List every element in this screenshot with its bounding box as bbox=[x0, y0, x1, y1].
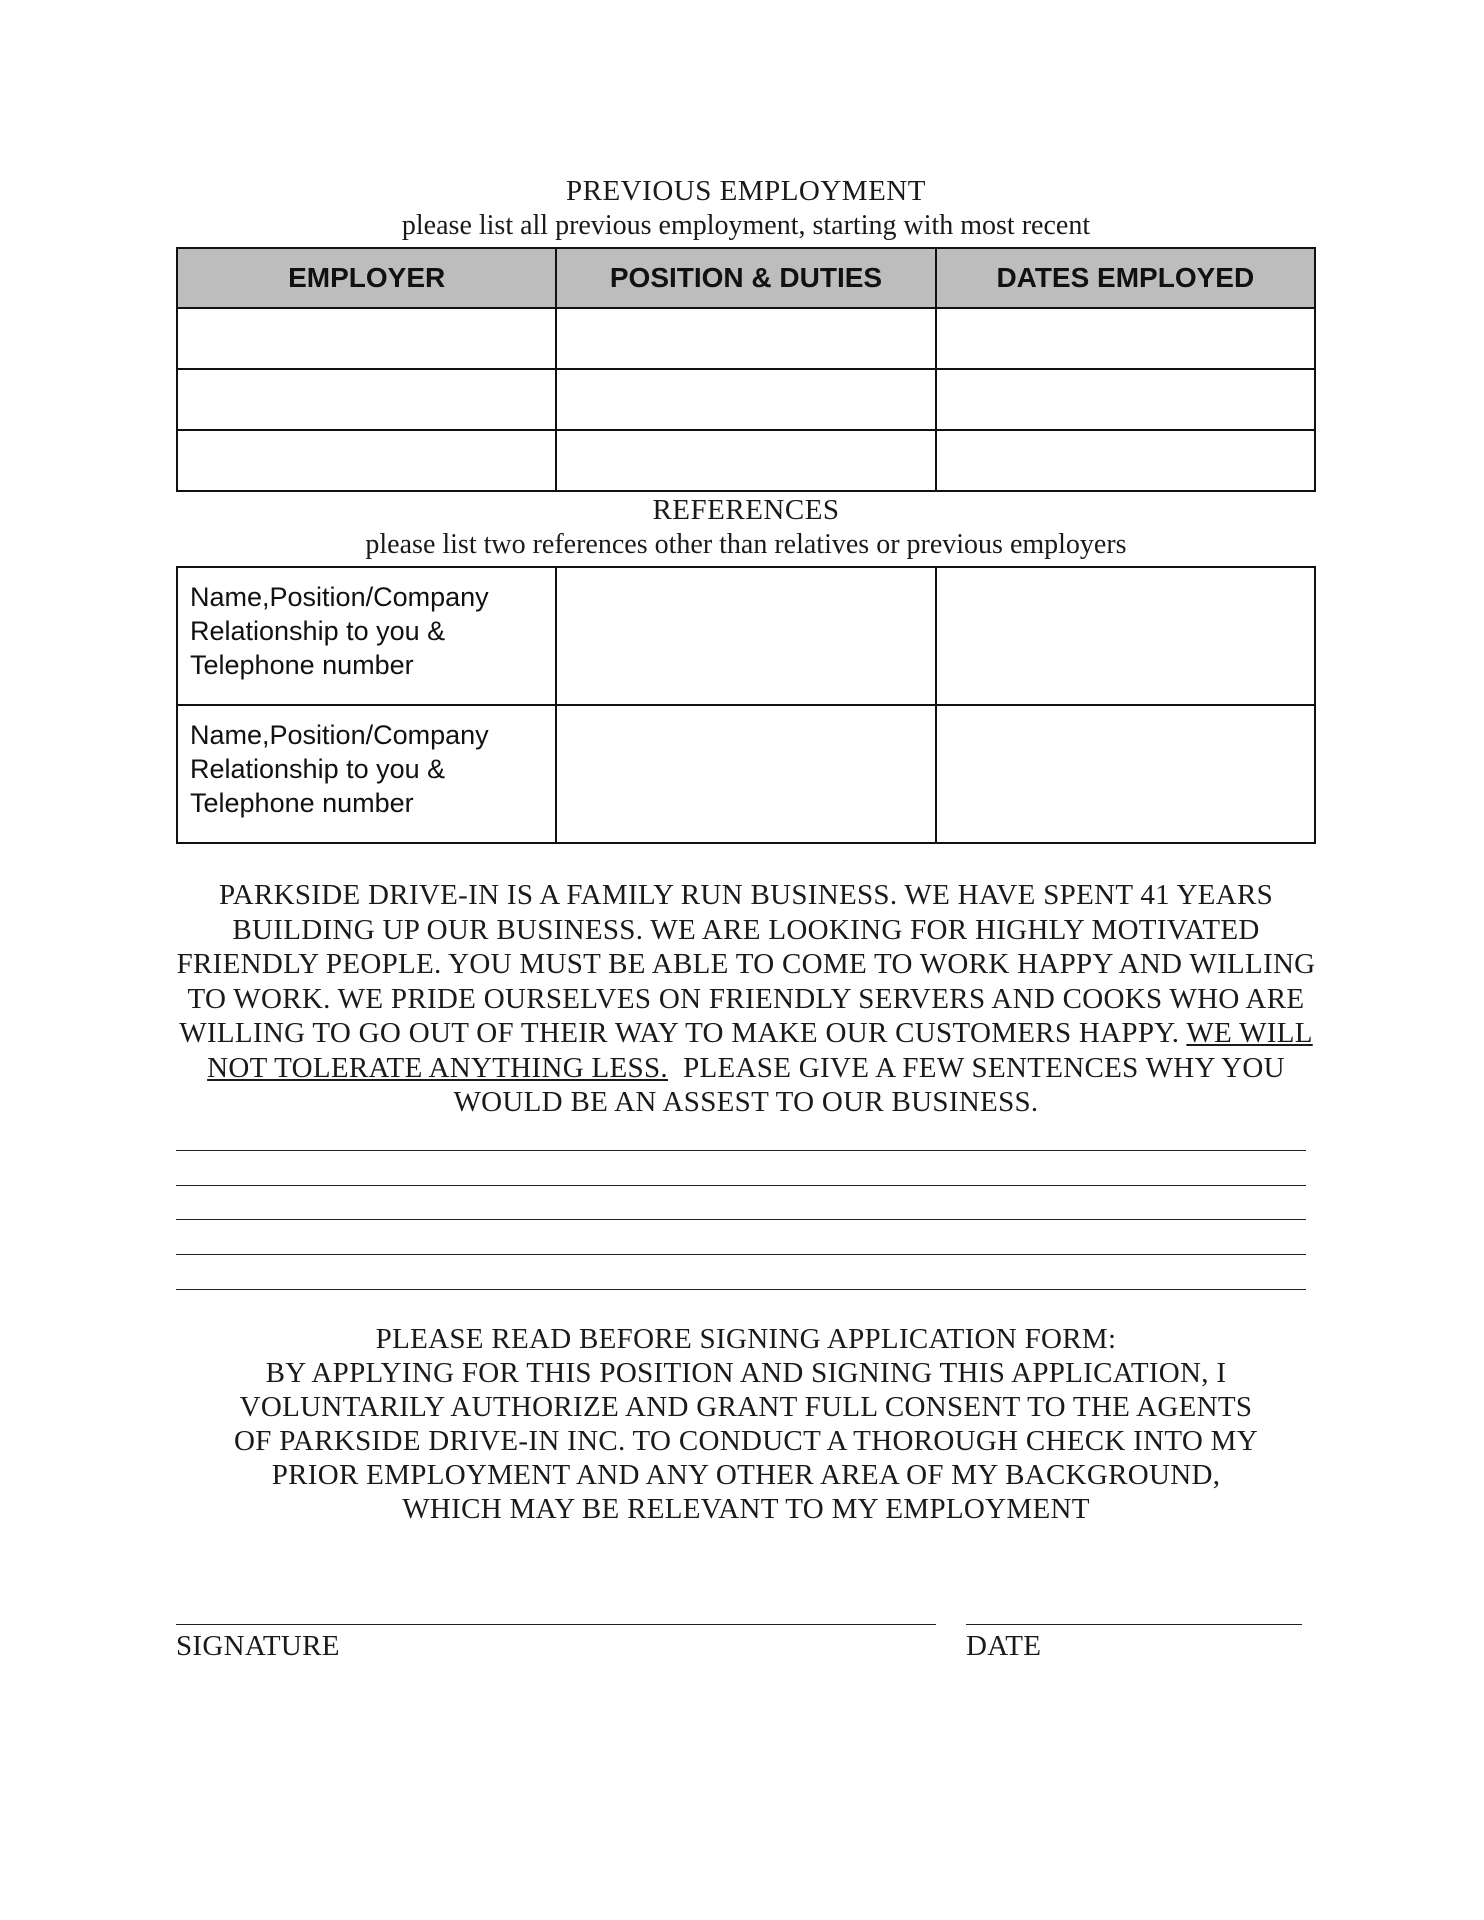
references-instruction: please list two references other than relatives or previous employers bbox=[365, 529, 1127, 560]
reference-label: Name,Position/Company Relationship to you & Telephone number bbox=[190, 720, 489, 818]
statement-request-text: PLEASE GIVE A FEW SENTENCES WHY YOU WOULD BE AN ASSEST TO OUR BUSINESS. bbox=[453, 1051, 1285, 1118]
employer-cell[interactable] bbox=[177, 369, 556, 430]
date-line[interactable] bbox=[966, 1624, 1302, 1625]
answer-line[interactable] bbox=[176, 1219, 1306, 1220]
dates-employed-cell[interactable] bbox=[936, 308, 1315, 369]
disclaimer-line: WHICH MAY BE RELEVANT TO MY EMPLOYMENT bbox=[402, 1493, 1090, 1525]
table-row bbox=[177, 308, 1315, 369]
answer-line[interactable] bbox=[176, 1150, 1306, 1151]
answer-line[interactable] bbox=[176, 1185, 1306, 1186]
signature-line[interactable] bbox=[176, 1624, 936, 1625]
disclaimer-line: VOLUNTARILY AUTHORIZE AND GRANT FULL CONSENT TO THE AGENTS bbox=[239, 1391, 1253, 1423]
column-header-position-duties: POSITION & DUTIES bbox=[556, 248, 935, 308]
column-header-dates-employed: DATES EMPLOYED bbox=[936, 248, 1315, 308]
reference-label: Name,Position/Company Relationship to you & Telephone number bbox=[190, 582, 489, 680]
table-row bbox=[177, 705, 1315, 843]
employer-cell[interactable] bbox=[177, 308, 556, 369]
employer-cell[interactable] bbox=[177, 430, 556, 491]
disclaimer-line: BY APPLYING FOR THIS POSITION AND SIGNING THIS APPLICATION, I bbox=[265, 1357, 1227, 1389]
references-title: REFERENCES bbox=[652, 494, 840, 526]
disclaimer-heading: PLEASE READ BEFORE SIGNING APPLICATION FORM: bbox=[375, 1323, 1117, 1355]
table-row bbox=[177, 567, 1315, 705]
table-header-row bbox=[177, 248, 1315, 308]
signature-label: SIGNATURE bbox=[176, 1630, 340, 1662]
disclaimer-line: OF PARKSIDE DRIVE-IN INC. TO CONDUCT A THOROUGH CHECK INTO MY bbox=[234, 1425, 1258, 1457]
reference-field-cell[interactable] bbox=[936, 567, 1315, 705]
statement-text: PARKSIDE DRIVE-IN IS A FAMILY RUN BUSINESS. WE HAVE SPENT 41 YEARS BUILDING UP OUR BUSINESS. WE ARE LOOKING FOR HIGHLY MOTIVATED FRIENDLY PEOPLE. YOU MUST BE ABLE TO COME TO WORK HAPPY AND WILLING TO WORK. WE PRIDE OURSELVES ON FRIENDLY SERVERS AND COOKS WHO ARE WILLING TO GO OUT OF THEIR WAY TO MAKE OUR CUSTOMERS HAPPY. bbox=[176, 879, 1316, 1049]
date-label: DATE bbox=[966, 1630, 1042, 1662]
position-duties-cell[interactable] bbox=[556, 308, 935, 369]
reference-field-cell[interactable] bbox=[936, 705, 1315, 843]
reference-label-cell bbox=[177, 705, 556, 843]
reference-label-cell bbox=[177, 567, 556, 705]
position-duties-cell[interactable] bbox=[556, 430, 935, 491]
previous-employment-title: PREVIOUS EMPLOYMENT bbox=[566, 175, 926, 207]
previous-employment-instruction: please list all previous employment, starting with most recent bbox=[401, 210, 1091, 241]
column-header-employer: EMPLOYER bbox=[177, 248, 556, 308]
answer-line[interactable] bbox=[176, 1254, 1306, 1255]
dates-employed-cell[interactable] bbox=[936, 430, 1315, 491]
previous-employment-table bbox=[176, 247, 1316, 492]
position-duties-cell[interactable] bbox=[556, 369, 935, 430]
consent-disclaimer bbox=[170, 1322, 1322, 1526]
table-row bbox=[177, 369, 1315, 430]
answer-line[interactable] bbox=[176, 1289, 1306, 1290]
table-row bbox=[177, 430, 1315, 491]
references-table bbox=[176, 566, 1316, 844]
business-statement bbox=[170, 878, 1322, 1120]
reference-field-cell[interactable] bbox=[556, 567, 935, 705]
reference-field-cell[interactable] bbox=[556, 705, 935, 843]
dates-employed-cell[interactable] bbox=[936, 369, 1315, 430]
disclaimer-line: PRIOR EMPLOYMENT AND ANY OTHER AREA OF MY BACKGROUND, bbox=[271, 1459, 1221, 1491]
statement-underlined-text: WE WILL NOT TOLERATE ANYTHING LESS. bbox=[207, 1017, 1313, 1084]
